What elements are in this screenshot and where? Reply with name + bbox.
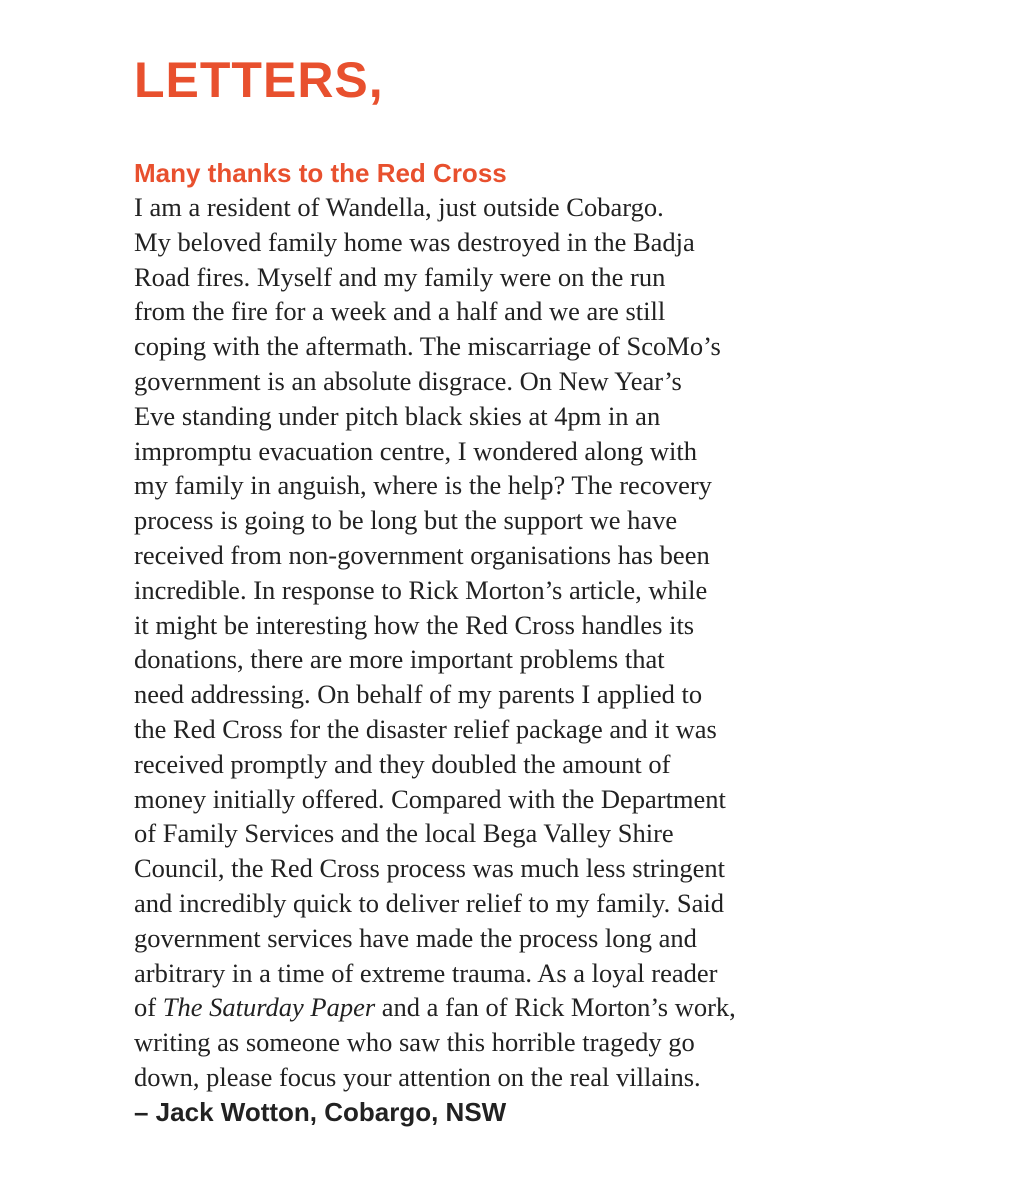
letter-line: the Red Cross for the disaster relief package and it was	[134, 713, 717, 744]
letter-line: government services have made the process long and	[134, 922, 697, 953]
letter-line: received from non-government organisations has been	[134, 539, 710, 570]
letter-line: it might be interesting how the Red Cross handles its	[134, 609, 695, 640]
letter-line: coping with the aftermath. The miscarriage of ScoMo’s	[134, 331, 721, 362]
line-prefix: of	[134, 992, 163, 1023]
letter-line: received promptly and they doubled the amount of	[134, 748, 671, 779]
letter-line: arbitrary in a time of extreme trauma. As a loyal reader	[134, 957, 718, 988]
section-title: LETTERS,	[134, 52, 384, 108]
letter-line: writing as someone who saw this horrible tragedy go	[134, 1027, 695, 1058]
letter-line-publication	[134, 990, 934, 1025]
letter-line: need addressing. On behalf of my parents I applied to	[134, 679, 703, 710]
letter-line: Council, the Red Cross process was much less stringent	[134, 853, 726, 884]
letter-line: process is going to be long but the support we have	[134, 505, 678, 536]
letter-line: Eve standing under pitch black skies at 4pm in an	[134, 400, 661, 431]
letter-line: My beloved family home was destroyed in the Badja	[134, 226, 695, 257]
letter-line: money initially offered. Compared with the Department	[134, 783, 726, 814]
letter-line: of Family Services and the local Bega Valley Shire	[134, 818, 674, 849]
letter-line: government is an absolute disgrace. On New Year’s	[134, 365, 682, 396]
letter-body	[134, 190, 934, 1095]
letter-line: Road fires. Myself and my family were on the run	[134, 261, 666, 292]
letter-headline: Many thanks to the Red Cross	[134, 158, 507, 188]
letter-line: and incredibly quick to deliver relief to my family. Said	[134, 887, 724, 918]
letter	[134, 156, 934, 1129]
letter-signature: – Jack Wotton, Cobargo, NSW	[134, 1096, 507, 1127]
letter-line: donations, there are more important problems that	[134, 644, 665, 675]
letter-line: my family in anguish, where is the help? The recovery	[134, 470, 712, 501]
line-suffix: and a fan of Rick Morton’s work,	[375, 992, 736, 1023]
letter-line: from the fire for a week and a half and we are still	[134, 296, 666, 327]
letter-line: I am a resident of Wandella, just outside Cobargo.	[134, 192, 664, 222]
letter-line: impromptu evacuation centre, I wondered along with	[134, 435, 697, 466]
publication-title: The Saturday Paper	[162, 992, 376, 1023]
letter-line: down, please focus your attention on the real villains.	[134, 1061, 701, 1092]
letter-line: incredible. In response to Rick Morton’s article, while	[134, 574, 708, 605]
